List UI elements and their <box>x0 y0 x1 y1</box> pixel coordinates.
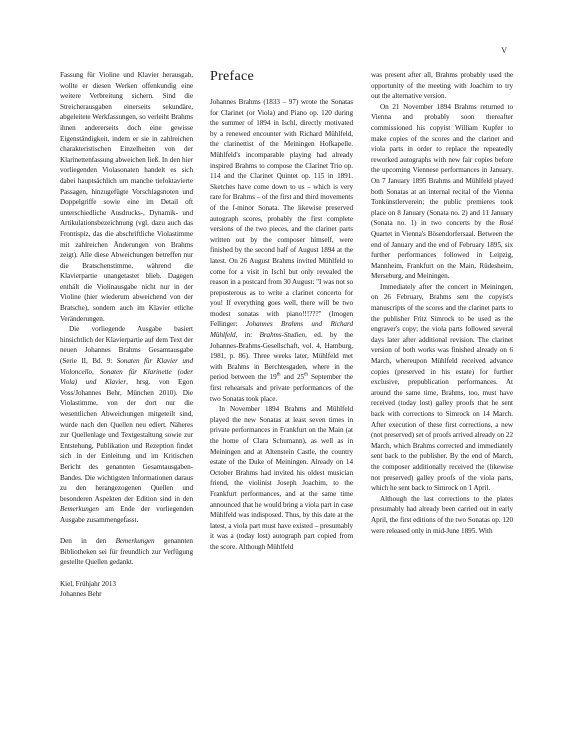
paragraph: Die vorliegende Ausgabe basiert hinsichtlich der Klavierpartie auf dem Text der neuen Johannes Brahms Gesamtausgabe (Serie II, Bd. 9: Sonaten für Klavier und Violoncello, Sonaten für Klarinette (oder Viola) und Klavier, hrsg. von Egon Voss/Johannes Behr, München 2010). Die Violastimme, von der dort nur die wesentlichen Abweichungen mitgeteilt sind, wurde nach den Quellen neu ediert. Näheres zur Quellenlage und Textgestaltung sowie zur Entstehung, Publikation und Rezeption findet sich in der Einleitung und im Kritischen Bericht des genannten Gesamtausgaben-Bandes. Die wichtigsten Informationen daraus zu den herangezogenen Quellen und besonderen Aspekten der Edition sind in den Bemerkungen am Ende der vorliegenden Ausgabe zusammengefasst. <box>60 325 193 524</box>
preface-heading: Preface <box>210 70 255 84</box>
place-date: Kiel, Frühjahr 2013 <box>60 579 116 588</box>
paragraph: Immediately after the concert in Meiningen, on 26 February, Brahms sent the copyist's manuscripts of the scores and the clarinet parts to the publisher Fritz Simrock to be used as the engraver's copy; the viola parts followed several days later after additional revision. The clarinet version of both works was finished already on 6 March, whereupon Mühlfeld received advance copies (preserved in his estate) for further exclusive, prepublication performances. At around the same time, Brahms, too, must have received (today lost) galley proofs that he sent back with corrections to Simrock on 14 March. After execution of these first corrections, a new (not preserved) set of proofs arrived already on 22 March, which Brahms corrected and immediately sent back to the publisher. By the end of March, the composer additionally received the (likewise not preserved) galley proofs of the viola parts, which he sent back to Simrock on 1 April. <box>371 282 513 493</box>
page-number: V <box>501 46 507 55</box>
author-name: Johannes Behr <box>60 590 102 599</box>
paragraph: was present after all, Brahms probably used the opportunity of the meeting with Joachim to try out the alternative version. <box>371 71 513 101</box>
paragraph: Although the last corrections to the plates presumably had already been carried out in early April, the first editions of the two Sonatas op. 120 were released only in mid-June 1895. With <box>371 494 513 535</box>
paragraph: In November 1894 Brahms and Mühlfeld played the new Sonatas at least seven times in private performances in Frankfurt on the Main (at the home of Clara Schumann), as well as in Meiningen and at Altenstein Castle, the country estate of the Duke of Meiningen. Already on 14 October Brahms had invited his oldest musician friend, the violinist Joseph Joachim, to the Frankfurt performances, and at the same time announced that he would bring a viola part in case Mühlfeld was indisposed. Thus, by this date at the latest, a viola part must have existed – presumably it was a (today lost) autograph part copied from the score. Although Mühlfeld <box>210 405 353 551</box>
signature-block <box>60 579 193 600</box>
paragraph: On 21 November 1894 Brahms returned to Vienna and probably soon thereafter commissioned his copyist William Kupfer to make copies of the scores and the clarinet and viola parts in order to replace the repeatedly reworked autographs with new fair copies before the upcoming Viennese performances in January. On 7 January 1895 Brahms and Mühlfeld played both Sonatas at an internal recital of the Vienna Tonkünstlerverein; the public premieres took place on 8 January (Sonata no. 2) and 11 January (Sonata no. 1) in two concerts by the Rosé Quartet in Vienna's Bösendorfersaal. Between the end of January and the end of February 1895, six further performances followed in Leipzig, Mannheim, Frankfurt on the Main, Rüdesheim, Merseburg, and Meiningen. <box>371 102 513 281</box>
paragraph: Johannes Brahms (1833 – 97) wrote the Sonatas for Clarinet (or Viola) and Piano op. 120 during the summer of 1894 in Ischl, directly motivated by a renewed encounter with Richard Mühlfeld, the clarinettist of the Meiningen Hofkapelle. Mühlfeld's incomparable playing had already inspired Brahms to compose the Clarinet Trio op. 114 and the Clarinet Quintet op. 115 in 1891. Sketches have come down to us – which is very rare for Brahms – of the first and third movements of the f-minor Sonata. The likewise preserved autograph scores, probably the first complete versions of the two pieces, and the clarinet parts written out by the composer himself, were finished by the second half of August 1894 at the latest. On 26 August Brahms invited Mühlfeld to come for a visit in Ischl but only revealed the reason in a postcard from 30 August: "I was not so preposterous as to write a clarinet concerto for you! If everything goes well, there will be two modest sonatas with piano!!!???" (Imogen Fellinger: Johannes Brahms und Richard Mühlfeld, in: Brahms-Studien, ed. by the Johannes-Brahms-Gesellschaft, vol. 4, Hamburg, 1981, p. 86). Three weeks later, Mühlfeld met with Brahms in Berchtesgaden, where in the period between the 19th and 25th September the first rehearsals and private performances of the two Sonatas took place. <box>210 98 353 403</box>
column-preface <box>210 70 353 744</box>
paragraph-acknowledgement: Den in den Bemerkungen genannten Bibliotheken sei für freundlich zur Verfügung gestellte Quellen gedankt. <box>60 537 193 567</box>
paragraph: Fassung für Violine und Klavier herausgab, wollte er diesen Werken offenkundig eine weitere Verbreitung sichern. Sind die Streicherausgaben einerseits sekundäre, abgeleitete Werkfassungen, so verleiht Brahms ihnen andererseits doch eine gewisse Eigenständigkeit, indem er sie in zahlreichen charakteristischen Einzelheiten von der Klarinettenfassung abweichen ließ. In den hier vorliegenden Violasonaten handelt es sich dabei hauptsächlich um manche tiefoktavierte Passagen, hinzugefügte Vorschlagsnoten und Doppelgriffe sowie eine im Detail oft unterschiedliche Ausdrucks-, Dynamik- und Artikulationsbezeichnung (vgl. dazu auch das Frontispiz, das die abschriftliche Violastimme mit zahlreichen Änderungen von Brahms zeigt). Alle diese Abweichungen betreffen nur die Bratschenstimme, während die Klavierpartie unangetastet blieb. Dagegen enthält die Violinausgabe nicht nur in der Violine (hier wiederum abweichend von der Bratsche), sondern auch im Klavier etliche Veränderungen. <box>60 71 193 323</box>
column-preface-continued <box>371 70 513 744</box>
column-german <box>60 70 193 744</box>
